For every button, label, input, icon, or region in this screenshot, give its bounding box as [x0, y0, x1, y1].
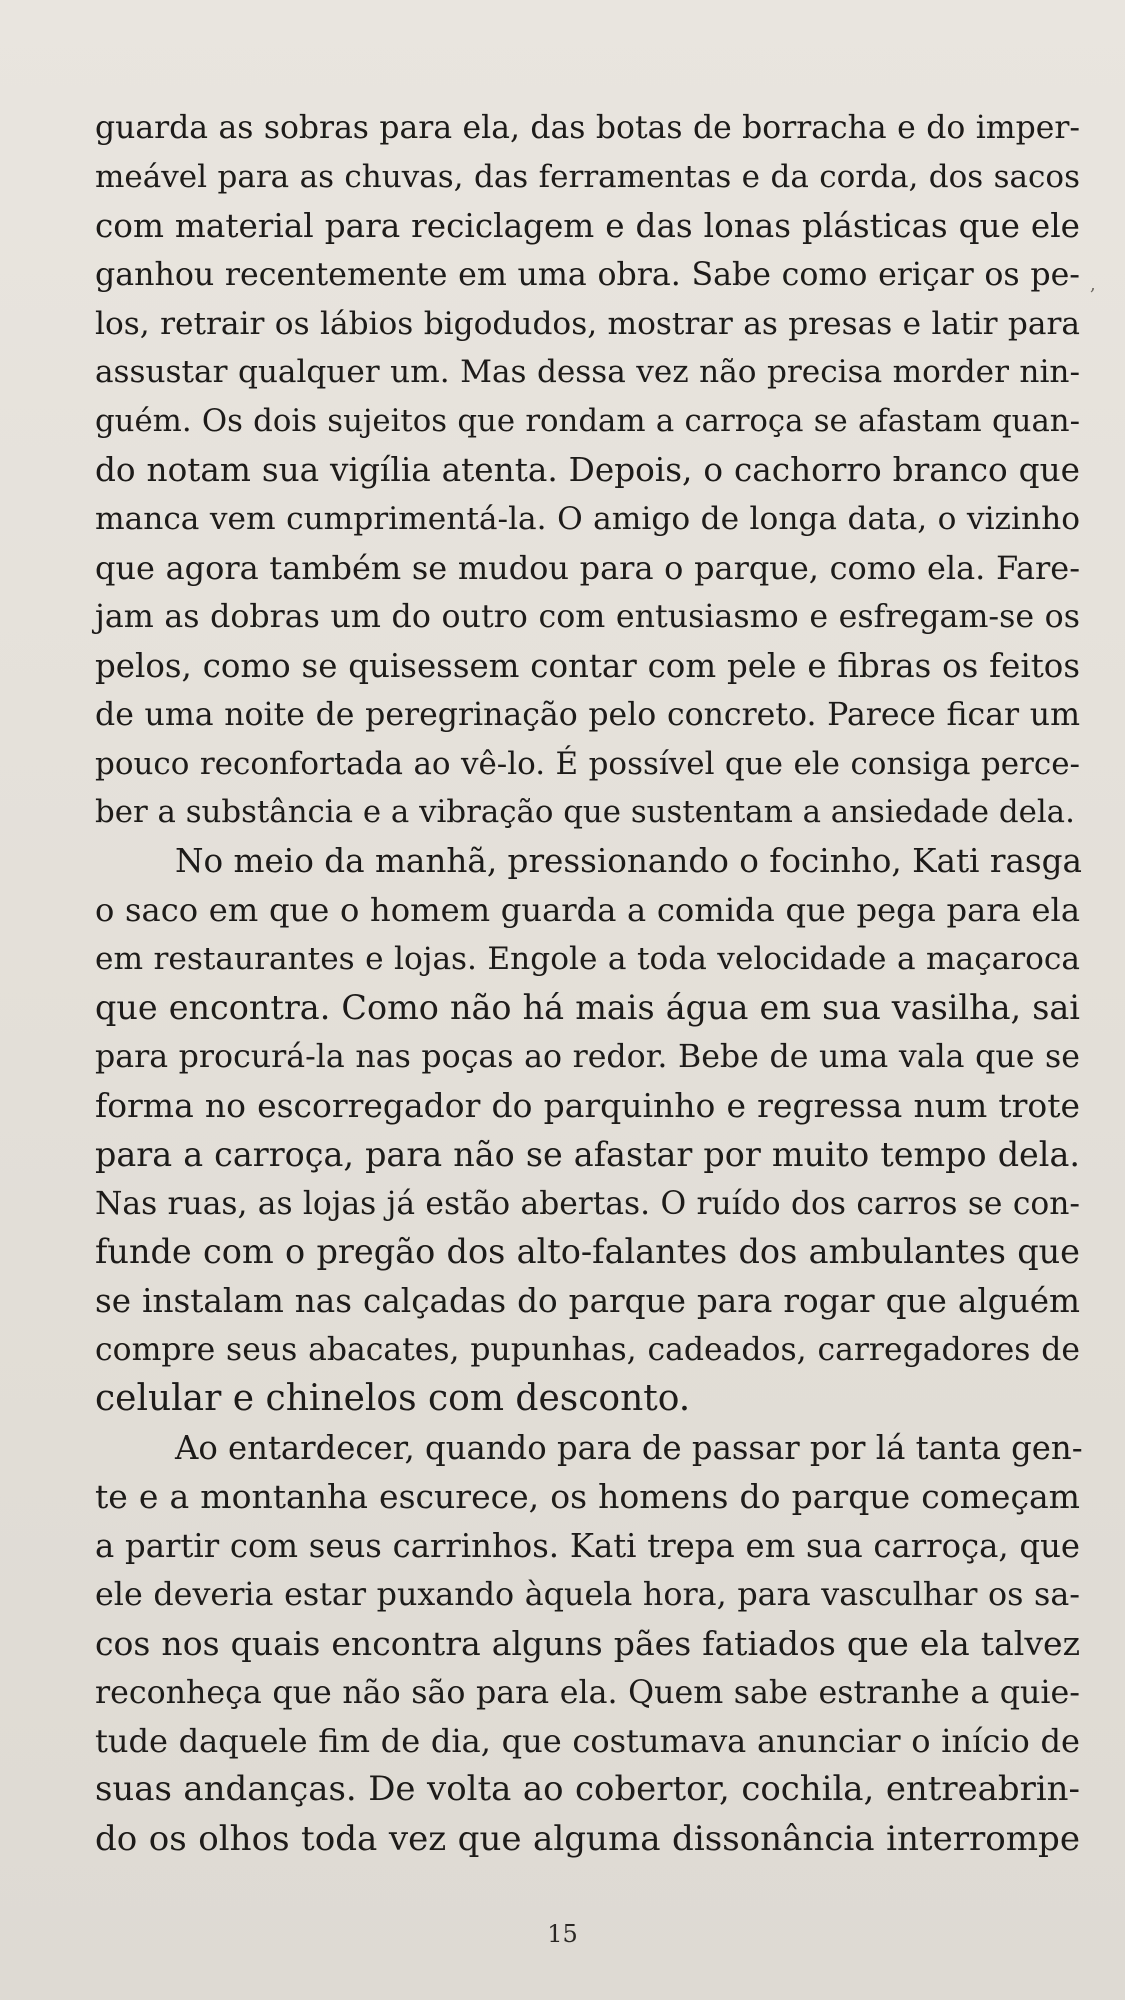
page-number: 15 — [547, 1920, 578, 1948]
book-page-text — [95, 104, 1083, 1864]
text-line: ele deveria estar puxando àquela hora, para vasculhar os sa- — [95, 1576, 1080, 1613]
text-line: compre seus abacates, pupunhas, cadeados, carregadores de — [95, 1332, 1080, 1369]
text-line: los, retrair os lábios bigodudos, mostrar as presas e latir para — [95, 305, 1080, 342]
text-line: forma no escorregador do parquinho e regressa num trote — [95, 1085, 1080, 1125]
pencil-margin-mark: , — [1090, 274, 1096, 295]
text-line: celular e chinelos com desconto. — [95, 1378, 691, 1420]
text-line: manca vem cumprimentá-la. O amigo de longa data, o vizinho — [95, 501, 1080, 538]
text-line: Nas ruas, as lojas já estão abertas. O ruído dos carros se con- — [95, 1185, 1080, 1222]
text-line: que encontra. Como não há mais água em sua vasilha, sai — [95, 988, 1080, 1028]
text-line: reconheça que não são para ela. Quem sabe estranhe a quie- — [95, 1674, 1080, 1711]
text-line: ber a substância e a vibração que sustentam a ansiedade dela. — [95, 794, 1075, 831]
text-line: guém. Os dois sujeitos que rondam a carroça se afastam quan- — [95, 403, 1080, 440]
text-line: ganhou recentemente em uma obra. Sabe como eriçar os pe- — [95, 256, 1080, 293]
text-line: de uma noite de peregrinação pelo concreto. Parece ficar um — [95, 696, 1080, 733]
text-line: do os olhos toda vez que alguma dissonância interrompe — [95, 1819, 1080, 1860]
text-line: pouco reconfortada ao vê-lo. É possível que ele consiga perce- — [95, 745, 1080, 782]
text-line: guarda as sobras para ela, das botas de borracha e do imper- — [95, 110, 1080, 146]
text-line: tude daquele fim de dia, que costumava anunciar o início de — [95, 1722, 1080, 1761]
text-line: te e a montanha escurece, os homens do parque começam — [95, 1476, 1080, 1516]
text-line: assustar qualquer um. Mas dessa vez não precisa morder nin- — [95, 354, 1080, 391]
text-line: No meio da manhã, pressionando o focinho, Kati rasga — [175, 842, 1082, 881]
text-line: se instalam nas calçadas do parque para rogar que alguém — [95, 1282, 1080, 1321]
paragraph-3 — [95, 1424, 1083, 1864]
text-line: a partir com seus carrinhos. Kati trepa em sua carroça, que — [95, 1526, 1080, 1565]
text-line: suas andanças. De volta ao cobertor, cochila, entreabrin- — [95, 1770, 1080, 1810]
text-line: em restaurantes e lojas. Engole a toda velocidade a maçaroca — [95, 941, 1080, 978]
text-line: funde com o pregão dos alto-falantes dos ambulantes que — [95, 1232, 1080, 1272]
text-line: com material para reciclagem e das lonas plásticas que ele — [95, 206, 1080, 245]
paragraph-1 — [95, 104, 1080, 837]
text-line: Ao entardecer, quando para de passar por lá tanta gen- — [175, 1429, 1083, 1468]
text-line: cos nos quais encontra alguns pães fatiados que ela talvez — [95, 1623, 1080, 1663]
text-line: para procurá-la nas poças ao redor. Bebe de uma vala que se — [95, 1038, 1080, 1075]
paragraph-2 — [95, 837, 1080, 1424]
text-line: jam as dobras um do outro com entusiasmo e esfregam-se os — [95, 598, 1080, 635]
text-line: para a carroça, para não se afastar por muito tempo dela. — [95, 1134, 1080, 1174]
text-line: que agora também se mudou para o parque, como ela. Fare- — [95, 549, 1080, 588]
text-line: pelos, como se quisessem contar com pele e fibras os feitos — [95, 646, 1080, 685]
text-line: meável para as chuvas, das ferramentas e da corda, dos sacos — [95, 158, 1080, 195]
text-line: o saco em que o homem guarda a comida que pega para ela — [95, 891, 1080, 930]
text-line: do notam sua vigília atenta. Depois, o cachorro branco que — [95, 451, 1080, 490]
